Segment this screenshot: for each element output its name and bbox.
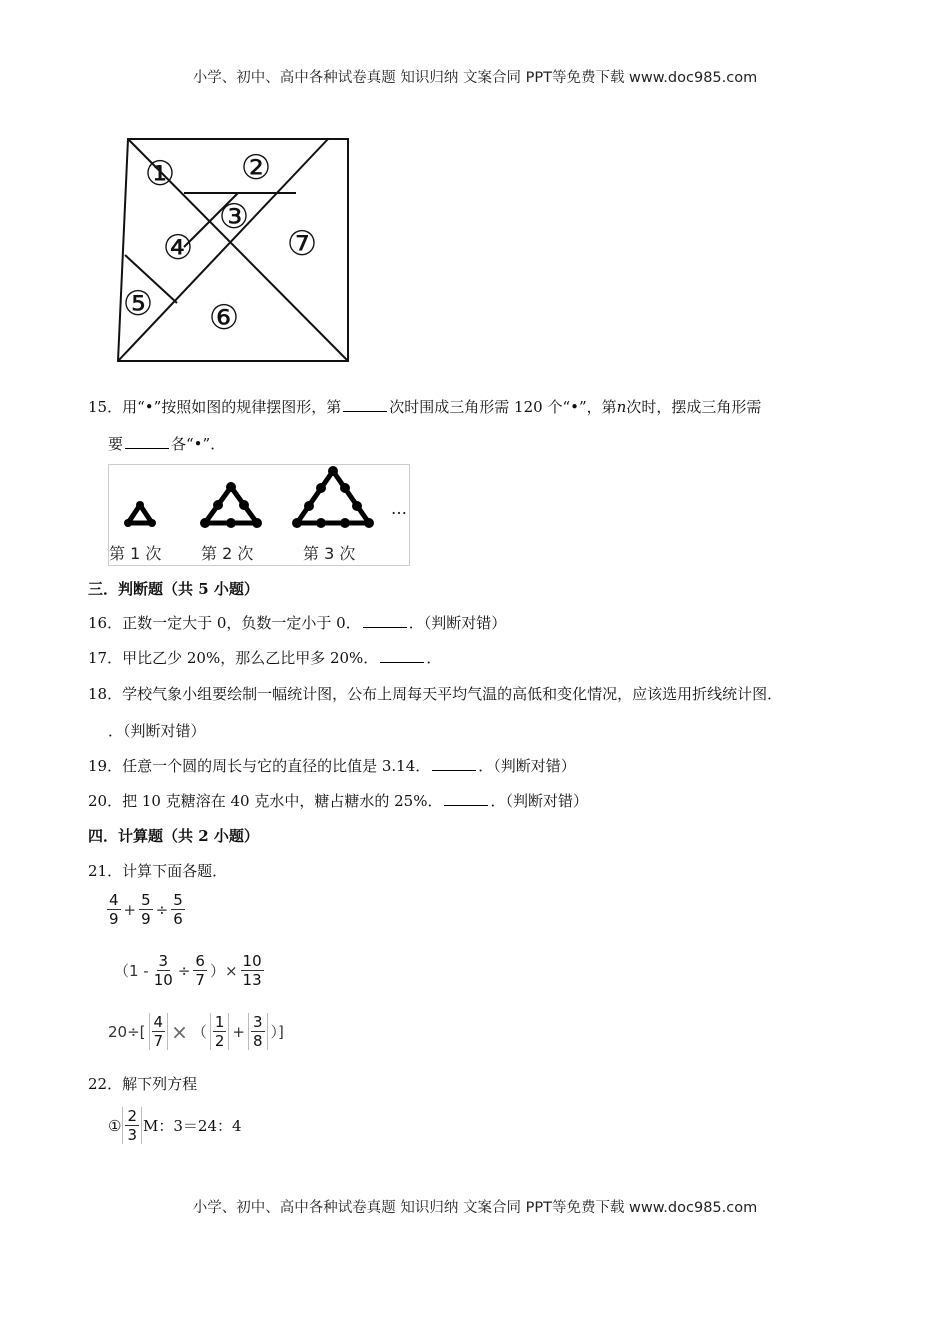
fraction: $\frac{1}{2}$ — [210, 1013, 230, 1050]
question-22: 22．解下列方程 — [88, 1075, 198, 1093]
caption-step-3: 第 3 次 — [303, 544, 356, 563]
dot-triangle-figure — [108, 464, 410, 566]
question-16: 16．正数一定大于 0，负数一定小于 0． ．（判断对错） — [88, 614, 507, 632]
question-18-line2: ．（判断对错） — [108, 722, 206, 740]
fraction: $\frac{5}{9}$ — [141, 891, 151, 928]
answer-blank[interactable] — [444, 791, 488, 806]
fraction: $\frac{10}{13}$ — [242, 952, 262, 989]
caption-step-1: 第 1 次 — [109, 544, 162, 563]
question-15-line2: 要 各“•”． — [108, 435, 226, 453]
fraction: $\frac{6}{7}$ — [195, 952, 205, 989]
tangram-label-2: ② — [240, 148, 272, 188]
answer-blank[interactable] — [343, 397, 387, 412]
question-number: 15． — [88, 398, 123, 416]
answer-blank[interactable] — [380, 648, 424, 663]
expression-3: 20÷[ $\frac{4}{7}$ × （ $\frac{1}{2}$ + $\frac{3}{8}$ ）] — [108, 1013, 284, 1050]
fraction: $\frac{2}{3}$ — [122, 1107, 142, 1144]
question-15: 15．用“•”按照如图的规律摆图形，第 次时围成三角形需 120 个“•”，第n次时，摆成三角形需 — [88, 398, 762, 416]
fraction: $\frac{4}{7}$ — [149, 1013, 169, 1050]
section-4-title: 四．计算题（共 2 小题） — [88, 827, 259, 845]
equation-1: ① $\frac{2}{3}$ M：3＝24：4 — [108, 1107, 242, 1144]
tangram-label-5: ⑤ — [122, 284, 154, 324]
expression-2: （1 - $\frac{3}{10}$ ÷ $\frac{6}{7}$ ）× $\frac{10}{13}$ — [114, 952, 262, 989]
fraction: $\frac{5}{6}$ — [173, 891, 183, 928]
question-20: 20．把 10 克糖溶在 40 克水中，糖占糖水的 25%． ．（判断对错） — [88, 792, 588, 810]
fraction: $\frac{3}{10}$ — [153, 952, 173, 989]
page-footer: 小学、初中、高中各种试卷真题 知识归纳 文案合同 PPT等免费下载 www.doc985.com — [192, 1200, 758, 1216]
fraction: $\frac{3}{8}$ — [248, 1013, 268, 1050]
caption-step-2: 第 2 次 — [201, 544, 254, 563]
tangram-label-1: ① — [144, 154, 176, 194]
dot-triangles — [109, 465, 409, 535]
fraction: $\frac{4}{9}$ — [109, 891, 119, 928]
tangram-figure — [108, 135, 350, 367]
page-header: 小学、初中、高中各种试卷真题 知识归纳 文案合同 PPT等免费下载 www.doc985.com — [192, 70, 758, 86]
answer-blank[interactable] — [363, 613, 407, 628]
question-19: 19．任意一个圆的周长与它的直径的比值是 3.14． ．（判断对错） — [88, 757, 576, 775]
tangram-label-6: ⑥ — [208, 298, 240, 338]
question-18: 18．学校气象小组要绘制一幅统计图，公布上周每天平均气温的高低和变化情况，应该选用折线统计图． — [88, 685, 783, 703]
answer-blank[interactable] — [125, 434, 169, 449]
question-21: 21．计算下面各题． — [88, 862, 228, 880]
tangram-label-7: ⑦ — [286, 224, 318, 264]
tangram-label-4: ④ — [162, 228, 194, 268]
ellipsis-mark: … — [391, 499, 407, 518]
expression-1: $\frac{4}{9}$ + $\frac{5}{9}$ ÷ $\frac{5}{6}$ — [109, 891, 183, 928]
section-3-title: 三．判断题（共 5 小题） — [88, 580, 259, 598]
tangram-label-3: ③ — [218, 197, 250, 237]
question-17: 17．甲比乙少 20%，那么乙比甲多 20%． ． — [88, 649, 442, 667]
answer-blank[interactable] — [432, 756, 476, 771]
